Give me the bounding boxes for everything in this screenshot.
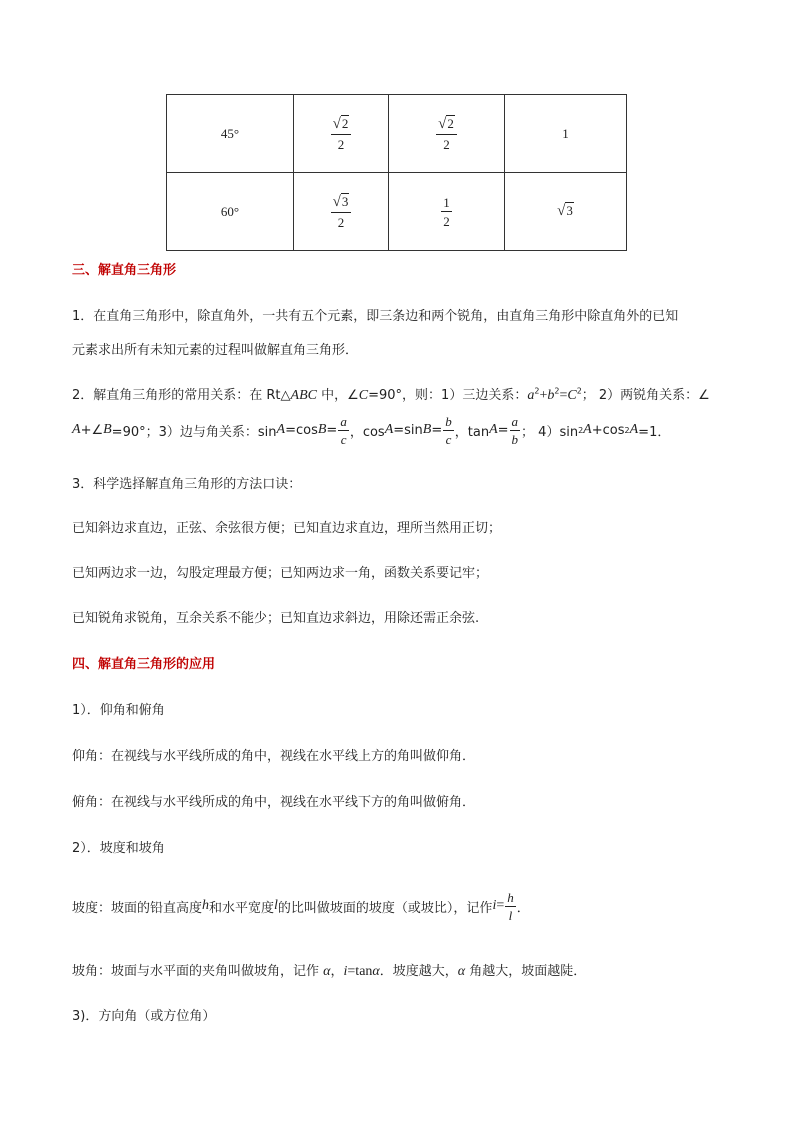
tan-cell: 1 — [505, 95, 627, 173]
section-heading-3: 三、解直角三角形 — [72, 263, 177, 278]
paragraph-1-line-1: 1．在直角三角形中，除直角外，一共有五个元素，即三条边和两个锐角，由直角三角形中除直角外的已知 — [72, 309, 679, 324]
table-row — [167, 95, 627, 173]
paragraph-2-line-1: 2．解直角三角形的常用关系：在 Rt△ABC 中，∠C=90°，则：1）三边关系：$a^2+b^2=C^2$； 2）两锐角关系：∠ — [72, 386, 710, 403]
paragraph-1-line-2: 元素求出所有未知元素的过程叫做解直角三角形． — [72, 343, 359, 358]
elevation-angle-definition: 仰角：在视线与水平线所成的角中，视线在水平线上方的角叫做仰角． — [72, 749, 476, 764]
cos-cell: $\frac{1}{2}$ — [389, 173, 505, 251]
rhyme-line-1: 已知斜边求直边，正弦、余弦很方便；已知直边求直边，理所当然用正切； — [72, 521, 502, 536]
rhyme-line-3: 已知锐角求锐角，互余关系不能少；已知直边求斜边，用除还需正余弦. — [72, 611, 480, 626]
slope-angle-definition: 坡角：坡面与水平面的夹角叫做坡角，记作 α，i=tanα．坡度越大，α 角越大，坡面越陡． — [72, 964, 587, 979]
paragraph-3: 3．科学选择解直角三角形的方法口诀： — [72, 477, 302, 492]
subsection-title-1: 1）．仰角和俯角 — [72, 703, 165, 718]
sin-cell: $\frac{√2}{2}$ — [294, 95, 389, 173]
subsection-title-2: 2）．坡度和坡角 — [72, 841, 165, 856]
sin-cell: $\frac{√3}{2}$ — [294, 173, 389, 251]
trig-values-table — [166, 94, 627, 251]
section-heading-4: 四、解直角三角形的应用 — [72, 657, 216, 672]
fraction-a-over-c: $\frac{a}{c}$ — [340, 413, 347, 447]
subsection-title-3: 3)．方向角（或方位角） — [72, 1009, 216, 1024]
paragraph-2-line-2: A +∠ B =90°；3）边与角关系：sin A =cos B = $\frac{a}{c}$ ，cos A =sin B = $\frac{b}{c}$ ，tan A = $\frac{a}{b}$ ； 4）sin 2 A +cos 2 A =1． — [72, 413, 671, 447]
fraction-h-over-l: $\frac{h}{l}$ — [507, 889, 514, 923]
rhyme-line-2: 已知两边求一边，勾股定理最方便；已知两边求一角，函数关系要记牢； — [72, 566, 489, 581]
fraction-a-over-b: $\frac{a}{b}$ — [511, 413, 519, 447]
angle-cell: 60° — [167, 173, 294, 251]
cos-cell: $\frac{√2}{2}$ — [389, 95, 505, 173]
angle-cell: 45° — [167, 95, 294, 173]
slope-definition: 坡度：坡面的铅直高度 h 和水平宽度 l 的比叫做坡面的坡度（或坡比），记作 i = $\frac{h}{l}$ ． — [72, 889, 530, 923]
table-row — [167, 173, 627, 251]
depression-angle-definition: 俯角：在视线与水平线所成的角中，视线在水平线下方的角叫做俯角． — [72, 795, 476, 810]
fraction-b-over-c: $\frac{b}{c}$ — [445, 413, 452, 447]
tan-cell: √3 — [505, 173, 627, 251]
